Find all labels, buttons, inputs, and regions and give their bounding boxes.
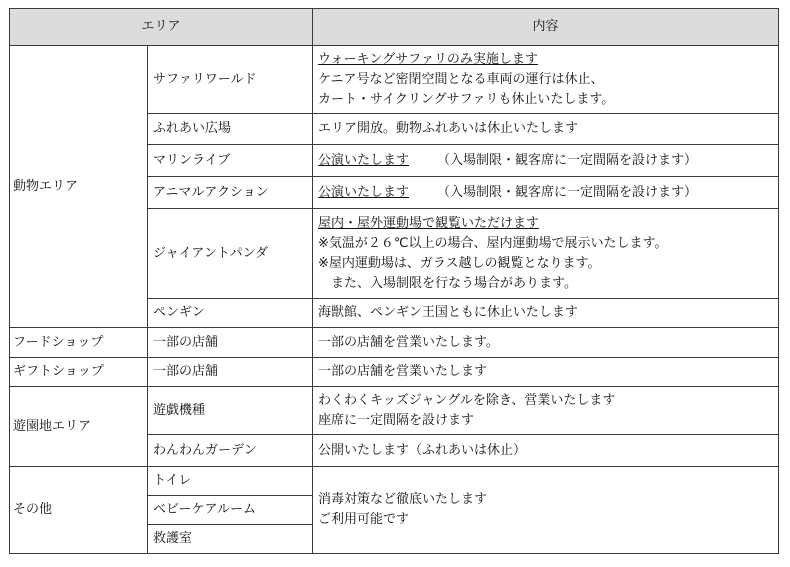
facility-name: ベビーケアルーム [148, 496, 313, 525]
facility-name: トイレ [148, 467, 313, 496]
facility-name: マリンライブ [148, 145, 313, 177]
table-row [10, 328, 779, 358]
header-area: エリア [10, 9, 313, 46]
facility-name: ふれあい広場 [148, 114, 313, 145]
facility-name: 遊戯機種 [148, 387, 313, 435]
area-other: その他 [10, 467, 148, 554]
facility-content: わくわくキッズジャングルを除き、営業いたします 座席に一定間隔を設けます [313, 387, 779, 435]
table-row [10, 467, 779, 496]
facility-content: 屋内・屋外運動場で観覧いただけます ※気温が２６℃以上の場合、屋内運動場で展示いたします。 ※屋内運動場は、ガラス越しの観覧となります。 また、入場制限を行なう場合があります。 [313, 209, 779, 299]
table-row [10, 46, 779, 114]
facility-name: わんわんガーデン [148, 435, 313, 467]
facility-content: ウォーキングサファリのみ実施します ケニア号など密閉空間となる車両の運行は休止、 カート・サイクリングサファリも休止いたします。 [313, 46, 779, 114]
header-content: 内容 [313, 9, 779, 46]
area-zoo: 動物エリア [10, 46, 148, 328]
area-amusement: 遊園地エリア [10, 387, 148, 467]
area-food-shop: フードショップ [10, 328, 148, 358]
facility-content: 一部の店舗を営業いたします。 [313, 328, 779, 358]
facility-content: 公演いたします （入場制限・観客席に一定間隔を設けます） [313, 145, 779, 177]
facility-status-table [9, 8, 779, 554]
facility-content: 一部の店舗を営業いたします [313, 358, 779, 387]
facility-name: 救護室 [148, 525, 313, 554]
facility-name: サファリワールド [148, 46, 313, 114]
facility-name: 一部の店舗 [148, 328, 313, 358]
facility-name: アニマルアクション [148, 177, 313, 209]
facility-content: エリア開放。動物ふれあいは休止いたします [313, 114, 779, 145]
table-row [10, 387, 779, 435]
table-row [10, 358, 779, 387]
facility-name: ペンギン [148, 299, 313, 328]
facility-name: ジャイアントパンダ [148, 209, 313, 299]
facility-content: 公開いたします（ふれあいは休止） [313, 435, 779, 467]
facility-name: 一部の店舗 [148, 358, 313, 387]
facility-content: 公演いたします （入場制限・観客席に一定間隔を設けます） [313, 177, 779, 209]
facility-content: 消毒対策など徹底いたします ご利用可能です [313, 467, 779, 554]
facility-content: 海獣館、ペンギン王国ともに休止いたします [313, 299, 779, 328]
area-gift-shop: ギフトショップ [10, 358, 148, 387]
header-row [10, 9, 779, 46]
